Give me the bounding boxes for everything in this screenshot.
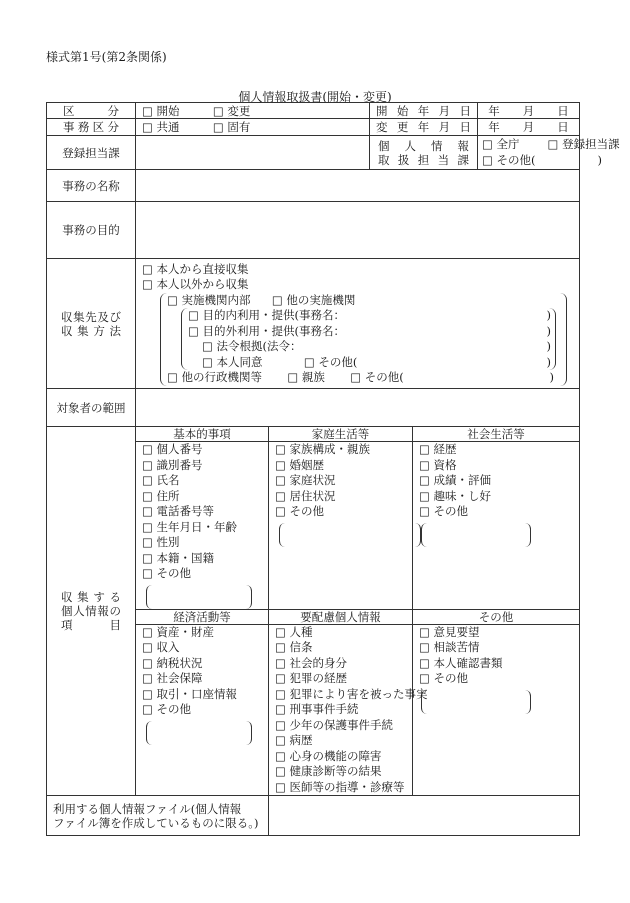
- checkbox-misc-1[interactable]: □ 相談苦情: [419, 640, 480, 654]
- checkbox-sensitive-8[interactable]: □ 心身の機能の障害: [275, 748, 382, 763]
- checkbox-specific[interactable]: □ 固有: [212, 120, 251, 134]
- family-heading: 家庭生活等: [269, 427, 412, 442]
- checkbox-start[interactable]: □ 開始: [142, 103, 180, 118]
- business-name-label: 事務の名称: [47, 170, 136, 202]
- checkbox-indirect-collection[interactable]: □ 本人以外から収集: [142, 277, 249, 291]
- checkbox-family-3[interactable]: □ 居住状況: [275, 488, 336, 503]
- indirect-source-group: [160, 293, 567, 386]
- row-items-upper: [47, 427, 580, 610]
- handler-other-close: ): [597, 152, 603, 167]
- inside-other-close: ): [546, 354, 552, 369]
- checkbox-social-3[interactable]: □ 趣味・し好: [419, 488, 492, 503]
- checkbox-sensitive-10[interactable]: □ 医師等の指導・診療等: [275, 779, 405, 794]
- sensitive-items-cell: [269, 609, 428, 796]
- checkbox-economic-2[interactable]: □ 納税状況: [142, 655, 203, 670]
- checkbox-sensitive-2[interactable]: □ 社会的身分: [275, 655, 348, 670]
- items-label-1: 収集する: [61, 590, 121, 604]
- registration-label: 登録担当課: [47, 136, 136, 170]
- checkbox-family-1[interactable]: □ 婚姻歴: [275, 457, 325, 472]
- checkbox-common[interactable]: □ 共通: [142, 120, 180, 134]
- checkbox-purpose-use[interactable]: □ 目的内利用・提供(事務名：: [188, 308, 346, 322]
- files-label-1: 利用する個人情報ファイル(個人情報: [53, 801, 242, 816]
- business-division-options: [136, 119, 370, 136]
- checkbox-social-2[interactable]: □ 成績・評価: [419, 473, 492, 487]
- checkbox-sensitive-4[interactable]: □ 犯罪により害を被った事実: [275, 686, 428, 701]
- row-personal-files: [47, 796, 580, 836]
- info-form-table: [46, 102, 620, 836]
- checkbox-relatives[interactable]: □ 親族: [287, 370, 325, 384]
- business-purpose-field[interactable]: [136, 202, 580, 259]
- checkbox-basic-6[interactable]: □ 性別: [142, 535, 180, 549]
- items-label-3: 項 目: [61, 618, 121, 632]
- checkbox-misc-0[interactable]: □ 意見要望: [419, 624, 480, 639]
- row-registration: [47, 136, 580, 170]
- checkbox-sensitive-6[interactable]: □ 少年の保護事件手続: [275, 717, 394, 732]
- row-division: [47, 103, 580, 119]
- checkbox-economic-3[interactable]: □ 社会保障: [142, 671, 203, 685]
- checkbox-sensitive-0[interactable]: □ 人種: [275, 624, 313, 639]
- checkbox-economic-0[interactable]: □ 資産・財産: [142, 624, 215, 639]
- basic-other-paren[interactable]: [146, 585, 252, 609]
- sensitive-heading: 要配慮個人情報: [269, 610, 412, 625]
- checkbox-other-admin[interactable]: □ 他の行政機関等: [167, 370, 263, 384]
- row-collection: [47, 259, 580, 389]
- checkbox-sensitive-3[interactable]: □ 犯罪の経歴: [275, 671, 348, 685]
- change-date-label: 変更年月日: [376, 120, 472, 134]
- checkbox-social-0[interactable]: □ 経歴: [419, 442, 457, 456]
- social-heading: 社会生活等: [413, 427, 579, 442]
- social-other-paren[interactable]: [421, 523, 531, 547]
- business-name-field[interactable]: [136, 170, 580, 202]
- checkbox-direct-collection[interactable]: □ 本人から直接収集: [142, 261, 249, 276]
- inside-use-group: [181, 308, 556, 370]
- division-label: 区分: [63, 103, 119, 118]
- checkbox-other-source[interactable]: □ その他(: [350, 370, 404, 384]
- misc-heading: その他: [413, 610, 579, 625]
- registration-field[interactable]: [136, 136, 370, 170]
- checkbox-basic-2[interactable]: □ 氏名: [142, 473, 180, 487]
- basic-heading: 基本的事項: [136, 427, 268, 442]
- social-items-cell: [413, 427, 580, 610]
- checkbox-basic-5[interactable]: □ 生年月日・年齢: [142, 519, 238, 534]
- checkbox-basic-3[interactable]: □ 住所: [142, 488, 180, 503]
- checkbox-registration-section[interactable]: □ 登録担当課: [547, 137, 620, 151]
- files-label-2: ファイル簿を作成しているものに限る。): [53, 815, 259, 830]
- business-division-label: 事務区分: [63, 120, 119, 134]
- row-target-scope: [47, 389, 580, 427]
- other-source-close: ): [549, 370, 555, 384]
- handler-label-2: 取 扱 担 当 課: [378, 152, 470, 167]
- checkbox-sensitive-7[interactable]: □ 病歴: [275, 733, 313, 747]
- checkbox-misc-3[interactable]: □ その他: [419, 671, 469, 685]
- division-options: [136, 103, 370, 119]
- checkbox-all-offices[interactable]: □ 全庁: [482, 137, 520, 151]
- items-label-2: 個人情報の: [61, 604, 121, 618]
- target-scope-label: 対象者の範囲: [47, 389, 136, 427]
- checkbox-sensitive-1[interactable]: □ 信条: [275, 640, 313, 654]
- economic-heading: 経済活動等: [136, 610, 268, 625]
- start-date-label: 開始年月日: [376, 103, 472, 118]
- checkbox-family-2[interactable]: □ 家庭状況: [275, 473, 336, 487]
- misc-items-cell: [413, 609, 580, 796]
- checkbox-inside-other[interactable]: □ その他(: [303, 354, 358, 369]
- target-scope-field[interactable]: [136, 389, 580, 427]
- business-purpose-label: 事務の目的: [47, 202, 136, 259]
- collection-label-1: 収集先及び: [61, 309, 121, 324]
- checkbox-sensitive-5[interactable]: □ 刑事事件手続: [275, 702, 359, 716]
- checkbox-economic-5[interactable]: □ その他: [142, 702, 192, 716]
- checkbox-basic-1[interactable]: □ 識別番号: [142, 457, 203, 472]
- start-date-field[interactable]: 年 月 日: [478, 103, 580, 119]
- family-items-cell: [269, 427, 413, 610]
- checkbox-family-4[interactable]: □ その他: [275, 504, 325, 518]
- collection-label-2: 収集方法: [61, 323, 121, 338]
- checkbox-social-1[interactable]: □ 資格: [419, 457, 457, 472]
- economic-other-paren[interactable]: [146, 721, 252, 745]
- row-business-division: [47, 119, 580, 136]
- change-date-field[interactable]: 年 月 日: [478, 119, 580, 136]
- purpose-use-close: ): [546, 308, 552, 322]
- row-business-purpose: [47, 202, 580, 259]
- basic-items-cell: [136, 427, 269, 610]
- legal-basis-close: ): [546, 339, 552, 353]
- misc-other-paren[interactable]: [421, 690, 531, 714]
- non-purpose-use-close: ): [546, 323, 552, 338]
- family-other-paren[interactable]: [279, 523, 421, 547]
- checkbox-economic-4[interactable]: □ 取引・口座情報: [142, 686, 238, 701]
- checkbox-inside-agency[interactable]: □ 実施機関内部: [167, 292, 251, 307]
- checkbox-basic-7[interactable]: □ 本籍・国籍: [142, 550, 215, 565]
- checkbox-economic-1[interactable]: □ 収入: [142, 640, 180, 654]
- page-title: 個人情報取扱書(開始・変更): [238, 90, 392, 104]
- checkbox-change[interactable]: □ 変更: [212, 103, 251, 118]
- checkbox-basic-8[interactable]: □ その他: [142, 566, 192, 580]
- economic-items-cell: [136, 609, 269, 796]
- checkbox-sensitive-9[interactable]: □ 健康診断等の結果: [275, 764, 382, 778]
- checkbox-handler-other[interactable]: □ その他(: [482, 152, 536, 167]
- form-number: 様式第1号(第2条関係): [46, 50, 167, 64]
- checkbox-consent[interactable]: □ 本人同意: [202, 354, 263, 369]
- checkbox-misc-2[interactable]: □ 本人確認書類: [419, 655, 503, 670]
- checkbox-legal-basis[interactable]: □ 法令根拠(法令：: [202, 339, 302, 353]
- checkbox-family-0[interactable]: □ 家族構成・親族: [275, 442, 371, 456]
- checkbox-social-4[interactable]: □ その他: [419, 504, 469, 518]
- checkbox-other-agency[interactable]: □ 他の実施機関: [271, 292, 356, 307]
- checkbox-basic-4[interactable]: □ 電話番号等: [142, 504, 215, 518]
- checkbox-basic-0[interactable]: □ 個人番号: [142, 442, 203, 456]
- row-business-name: [47, 170, 580, 202]
- handler-label-1: 個 人 情 報: [378, 138, 470, 153]
- personal-files-field[interactable]: [269, 796, 580, 836]
- checkbox-non-purpose-use[interactable]: □ 目的外利用・提供(事務名：: [188, 323, 346, 338]
